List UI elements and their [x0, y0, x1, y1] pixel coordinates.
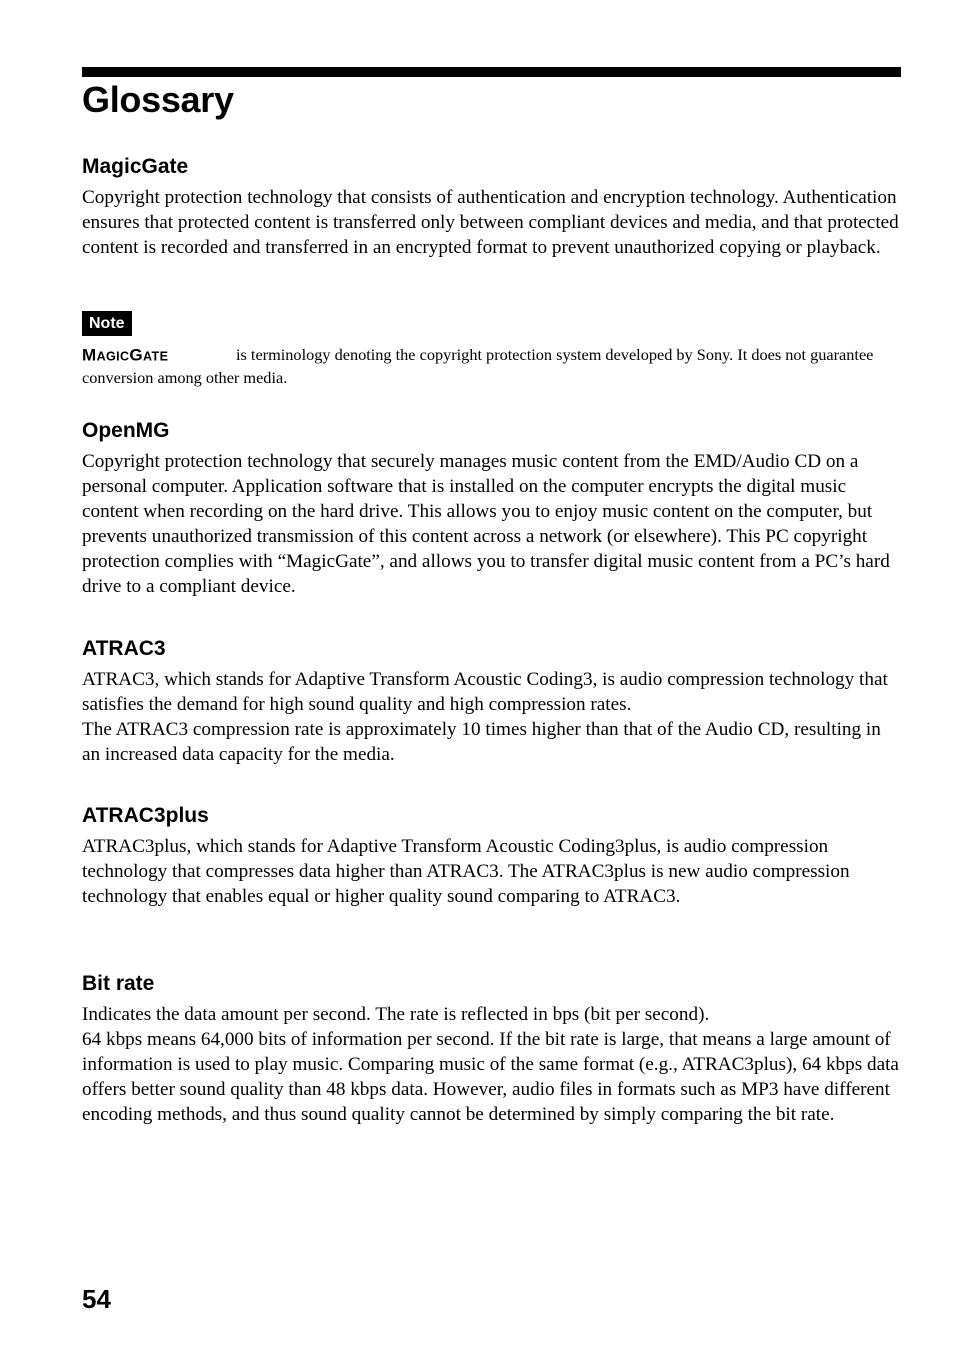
page-title: Glossary — [82, 79, 234, 120]
glossary-entry-atrac3 — [82, 636, 901, 767]
definition-paragraph: The ATRAC3 compression rate is approximately 10 times higher than that of the Audio CD, resulting in an increased data capacity for the media. — [82, 719, 881, 765]
note-text — [82, 343, 901, 389]
glossary-entry-openmg — [82, 418, 901, 599]
magicgate-logo — [82, 347, 232, 362]
definition-paragraph: Copyright protection technology that securely manages music content from the EMD/Audio CD on a personal computer. Application software that is installed on the computer encrypts the digital music content when recording on the hard drive. This allows you to enjoy music content on the computer, but prevents unauthorized transmission of this content across a network (or elsewhere). This PC copyright protection complies with “MagicGate”, and allows you to transfer digital music content from a PC’s hard drive to a compliant device. — [82, 451, 890, 597]
term-definition — [82, 834, 901, 909]
term-definition — [82, 667, 901, 767]
definition-paragraph: ATRAC3, which stands for Adaptive Transform Acoustic Coding3, is audio compression technology that satisfies the demand for high sound quality and high compression rates. — [82, 669, 888, 715]
term-heading: MagicGate — [82, 155, 189, 178]
term-definition — [82, 185, 901, 260]
definition-paragraph: Indicates the data amount per second. The rate is reflected in bps (bit per second). — [82, 1004, 710, 1025]
title-rule — [82, 67, 901, 77]
term-heading: ATRAC3 — [82, 637, 166, 660]
page-number: 54 — [82, 1284, 111, 1314]
definition-paragraph: ATRAC3plus, which stands for Adaptive Transform Acoustic Coding3plus, is audio compression technology that compresses data higher than ATRAC3. The ATRAC3plus is new audio compression technology that enables equal or higher quality sound comparing to ATRAC3. — [82, 836, 850, 907]
note-body: is terminology denoting the copyright protection system developed by Sony. It does not guarantee conversion among other media. — [82, 345, 874, 387]
glossary-entry-atrac3plus — [82, 803, 901, 909]
svg-text:MAGICGATE: MAGICGATE — [82, 347, 169, 362]
definition-paragraph: Copyright protection technology that consists of authentication and encryption technology. Authentication ensures that protected content is transferred only between compliant devices and media, and that protected content is recorded and transferred in an encrypted format to prevent unauthorized copying or playback. — [82, 187, 899, 258]
term-definition — [82, 1002, 901, 1127]
term-definition — [82, 449, 901, 599]
term-heading: ATRAC3plus — [82, 804, 209, 827]
glossary-entry-bit-rate — [82, 971, 901, 1127]
glossary-entry-magicgate — [82, 154, 901, 260]
note-badge: Note — [82, 311, 132, 336]
term-heading: Bit rate — [82, 972, 155, 995]
definition-paragraph: 64 kbps means 64,000 bits of information per second. If the bit rate is large, that means a large amount of information is used to play music. Comparing music of the same format (e.g., ATRAC3plus), 64 kbps data offers better sound quality than 48 kbps data. However, audio files in formats such as MP3 have different encoding methods, and thus sound quality cannot be determined by simply comparing the bit rate. — [82, 1029, 899, 1125]
term-heading: OpenMG — [82, 419, 170, 442]
